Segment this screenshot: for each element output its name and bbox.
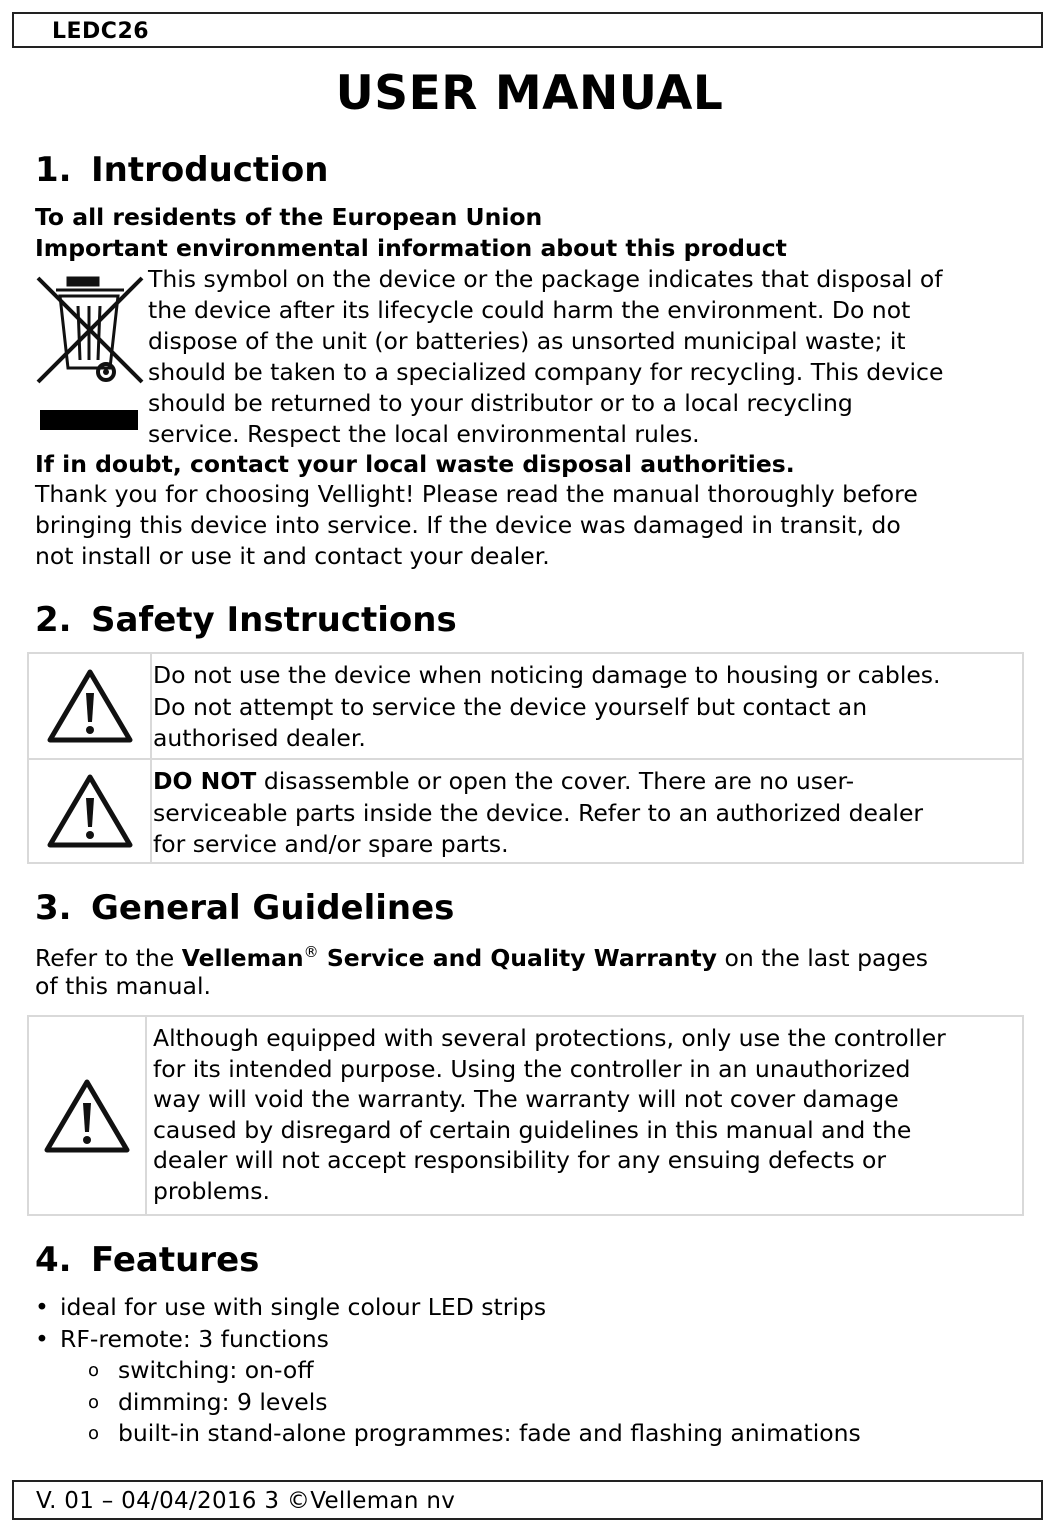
eu-residents-line: To all residents of the European Union [35,203,543,231]
guidelines-warning-row [29,1017,1022,1214]
list-item [35,1292,861,1324]
warning-triangle-icon [43,1077,131,1155]
weee-line: service. Respect the local environmental rules. [148,420,700,448]
sub-list-item [35,1387,861,1419]
warning-line: for service and/or spare parts. [153,830,509,858]
section-title: Introduction [91,150,329,190]
warning-line: for its intended purpose. Using the controller in an unauthorized [153,1054,911,1083]
sub-bullet: o [88,1423,100,1444]
warning-line: way will void the warranty. The warranty will not cover damage [153,1085,899,1113]
environment-info-line: Important environmental information about this product [35,234,787,262]
weee-bin-icon [34,272,148,442]
thanks-line: bringing this device into service. If the device was damaged in transit, do [35,511,901,539]
sub-list-item [35,1355,861,1387]
warranty-name: Service and Quality Warranty [318,944,717,972]
section-heading-features [35,1240,259,1280]
section-heading-guidelines [35,888,454,928]
thanks-line: not install or use it and contact your dealer. [35,542,550,570]
page-header [12,12,1043,48]
warning-icon-cell [29,654,152,758]
refer-line: of this manual. [35,972,211,1000]
warning-text [153,1023,946,1206]
warning-line: problems. [153,1176,270,1205]
section-title: Features [91,1240,260,1280]
do-not-emphasis: DO NOT [153,767,257,795]
warning-triangle-icon [46,772,134,850]
registered-mark: ® [303,943,319,962]
bullet: • [35,1324,49,1353]
warning-line: Do not attempt to service the device yourself but contact an [153,692,868,721]
features-list [35,1292,861,1450]
weee-paragraph [148,264,943,450]
safety-warning-row [29,654,1022,760]
brand-name: Velleman [181,944,304,972]
doubt-contact-line: If in doubt, contact your local waste disposal authorities. [35,450,795,478]
guidelines-warning-table [27,1015,1024,1216]
footer-text: V. 01 – 04/04/2016 3 ©Velleman nv [36,1488,456,1514]
sub-list-item [35,1418,861,1450]
thanks-paragraph [35,479,918,572]
warning-line: Do not use the device when noticing damage to housing or cables. [153,661,941,689]
sub-bullet: o [88,1391,100,1413]
list-item [35,1324,861,1356]
section-heading-introduction [35,150,328,190]
weee-line: should be returned to your distributor or to a local recycling [148,389,853,417]
warning-line: disassemble or open the cover. There are no user- [256,767,855,795]
feature-text: switching: on-off [118,1356,314,1384]
document-title: USER MANUAL [335,66,724,121]
section-title: General Guidelines [91,888,455,928]
feature-text: dimming: 9 levels [118,1387,328,1416]
warning-line: Although equipped with several protections, only use the controller [153,1024,946,1052]
feature-text: ideal for use with single colour LED strips [60,1293,547,1321]
weee-line: the device after its lifecycle could harm the environment. Do not [148,296,911,324]
warning-line: serviceable parts inside the device. Refer to an authorized dealer [153,798,924,827]
refer-prefix: Refer to the [35,944,182,972]
warning-line: caused by disregard of certain guidelines in this manual and the [153,1115,912,1144]
warning-line: dealer will not accept responsibility for any ensuing defects or [153,1146,887,1174]
warning-icon-cell [29,760,152,862]
feature-text: built-in stand-alone programmes: fade and flashing animations [118,1419,861,1447]
safety-warning-row [29,760,1022,862]
section-number: 4. [35,1240,72,1280]
feature-text: RF-remote: 3 functions [60,1324,329,1353]
product-code: LEDC26 [52,19,150,44]
weee-line: should be taken to a specialized company for recycling. This device [148,358,944,386]
section-number: 3. [35,888,72,928]
sub-bullet: o [88,1360,100,1381]
warning-text [153,766,923,861]
weee-line: dispose of the unit (or batteries) as unsorted municipal waste; it [148,327,906,355]
refer-suffix: on the last pages [717,944,929,972]
warning-triangle-icon [46,667,134,745]
warning-line: authorised dealer. [153,724,366,752]
section-number: 2. [35,600,72,640]
thanks-line: Thank you for choosing Vellight! Please read the manual thoroughly before [35,480,918,508]
section-title: Safety Instructions [91,600,457,640]
section-number: 1. [35,150,72,190]
page-footer [12,1480,1043,1520]
bullet: • [35,1293,49,1321]
section-heading-safety [35,600,457,640]
warning-text [153,660,941,755]
warning-icon-cell [29,1017,147,1214]
weee-line: This symbol on the device or the package indicates that disposal of [148,265,943,293]
safety-warnings-table [27,652,1024,864]
warranty-reference [35,944,928,1000]
